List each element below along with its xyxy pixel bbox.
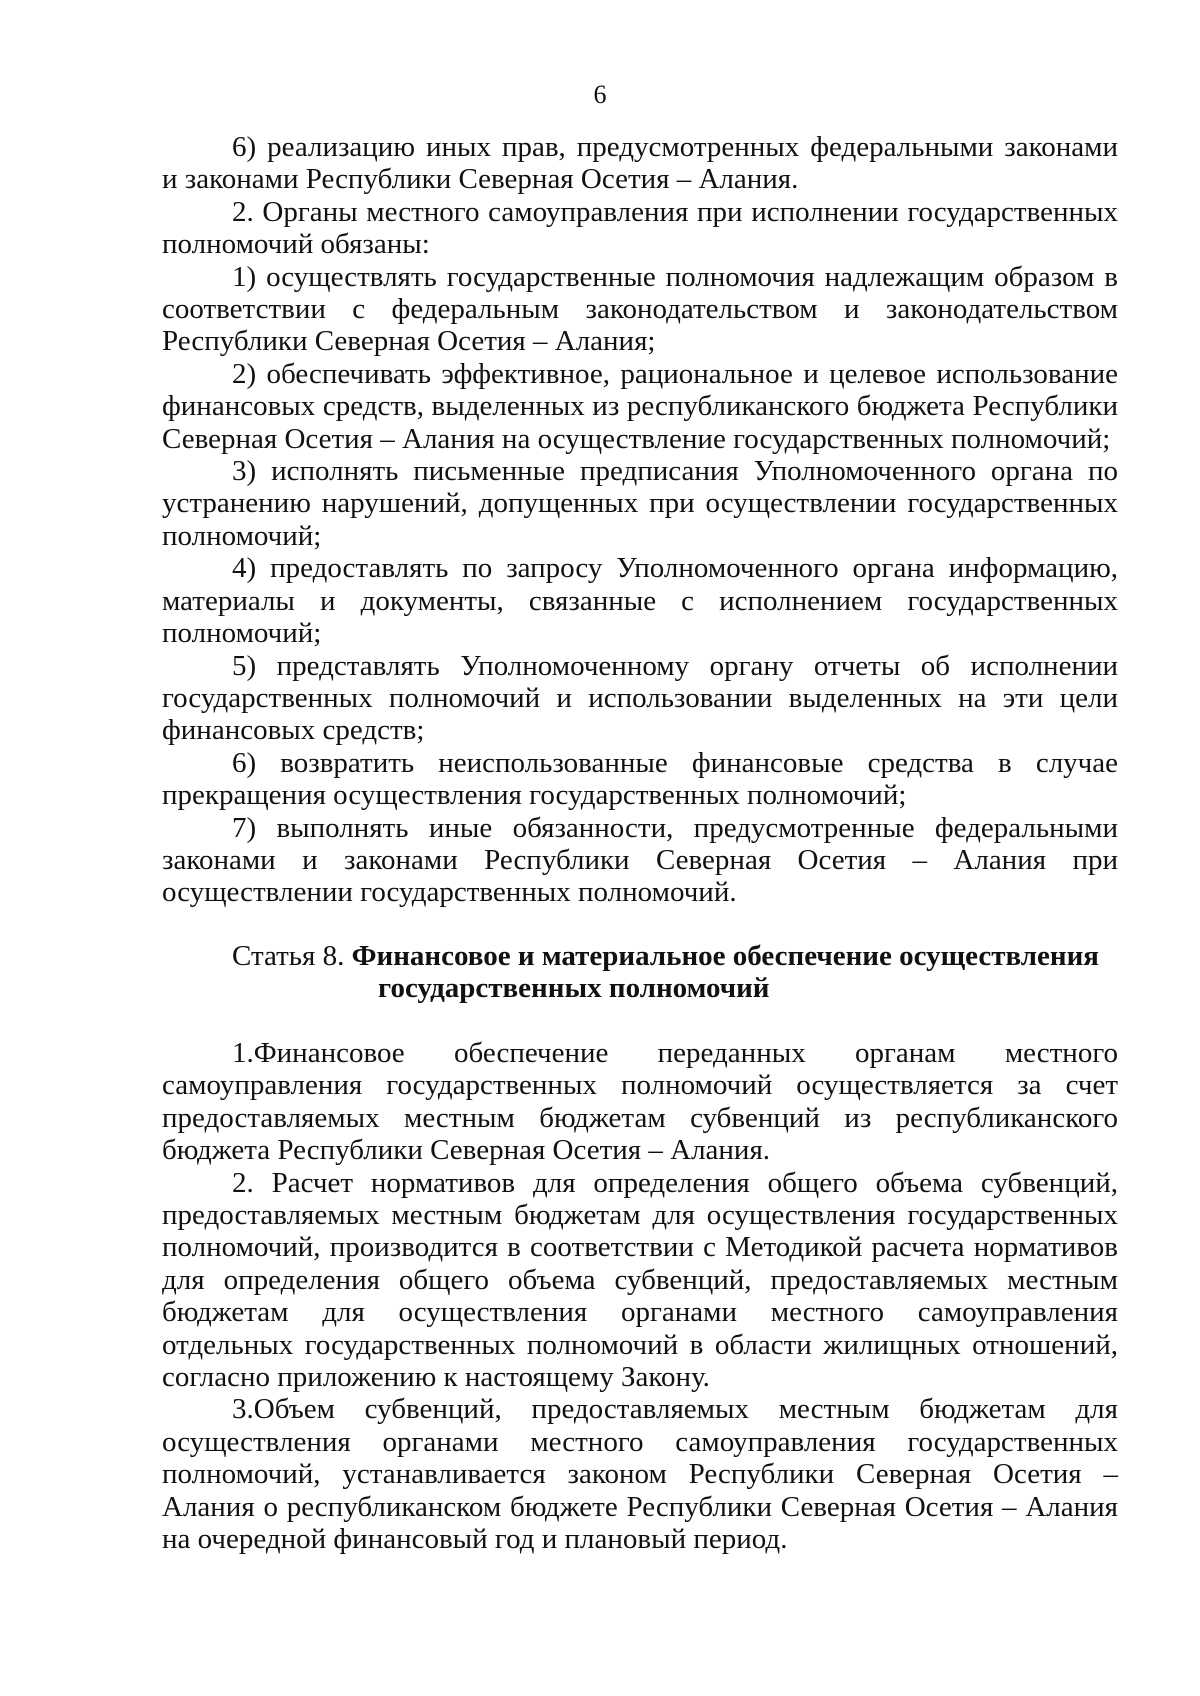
article-8-heading xyxy=(162,940,1118,1005)
article-title-part-1: Финансовое и материальное обеспечение осуществления xyxy=(351,940,1099,972)
article-label: Статья 8. xyxy=(232,940,345,972)
list-item-obligation-1: 1) осуществлять государственные полномочия надлежащим образом в соответствии с федеральным законодательством и законодательством Республики Северная Осетия – Алания; xyxy=(162,260,1118,358)
paragraph-other-rights: 6) реализацию иных прав, предусмотренных федеральными законами и законами Республики Северная Осетия – Алания. xyxy=(162,131,1118,196)
paragraph-obligations-intro: 2. Органы местного самоуправления при исполнении государственных полномочий обязаны: xyxy=(162,195,1118,261)
list-item-obligation-2: 2) обеспечивать эффективное, рациональное и целевое использование финансовых средств, выделенных из республиканского бюджета Республики Северная Осетия – Алания на осуществление государственных полномочий; xyxy=(162,357,1118,455)
list-item-obligation-3: 3) исполнять письменные предписания Уполномоченного органа по устранению нарушений, допущенных при осуществлении государственных полномочий; xyxy=(162,455,1118,552)
obligations-section xyxy=(162,131,1118,909)
article-heading-line-1 xyxy=(162,940,1118,972)
list-item-obligation-5: 5) представлять Уполномоченному органу отчеты об исполнении государственных полномочий и использовании выделенных на эти цели финансовых средств; xyxy=(162,649,1118,747)
list-item-obligation-7: 7) выполнять иные обязанности, предусмотренные федеральными законами и законами Республики Северная Осетия – Алания при осуществлении государственных полномочий. xyxy=(162,811,1118,909)
list-item-obligation-6: 6) возвратить неиспользованные финансовые средства в случае прекращения осуществления государственных полномочий; xyxy=(162,746,1118,812)
paragraph-financing-source: 1.Финансовое обеспечение переданных органам местного самоуправления государственных полномочий осуществляется за счет предоставляемых местным бюджетам субвенций из республиканского бюджета Республики Северная Осетия – Алания. xyxy=(162,1037,1118,1167)
article-8-body xyxy=(162,1037,1118,1556)
paragraph-normative-calculation: 2. Расчет нормативов для определения общего объема субвенций, предоставляемых местным бюджетам для осуществления государственных полномочий, производится в соответствии с Методикой расчета нормативов для определения общего объема субвенций, предоставляемых местным бюджетам для осуществления органами местного самоуправления отдельных государственных полномочий в области жилищных отношений, согласно приложению к настоящему Закону. xyxy=(162,1166,1118,1394)
article-title-part-2: государственных полномочий xyxy=(378,972,770,1005)
page-number: 6 xyxy=(593,80,607,109)
list-item-obligation-4: 4) предоставлять по запросу Уполномоченного органа информацию, материалы и документы, связанные с исполнением государственных полномочий; xyxy=(162,552,1118,650)
paragraph-subvention-volume: 3.Объем субвенций, предоставляемых местным бюджетам для осуществления органами местного самоуправления государственных полномочий, устанавливается законом Республики Северная Осетия – Алания о республиканском бюджете Республики Северная Осетия – Алания на очередной финансовый год и плановый период. xyxy=(162,1393,1118,1556)
